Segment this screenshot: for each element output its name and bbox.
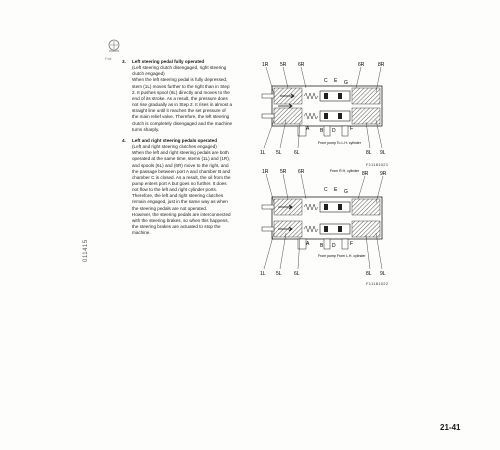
diagram-shape xyxy=(352,88,380,104)
label-8r: 8R xyxy=(362,171,369,177)
body-line: operated at the same time, stems (1L) and (1R), xyxy=(132,156,231,162)
diagram-shape xyxy=(352,108,380,124)
diagram-shape xyxy=(110,41,118,49)
body-line: 2. It pushes spool (6L) directly and moves to the xyxy=(132,89,230,95)
label-g: G xyxy=(344,80,348,86)
label-5r: 5R xyxy=(280,62,287,68)
text-column xyxy=(122,59,256,241)
diagram-shape xyxy=(338,113,342,119)
diagram-shape xyxy=(274,108,302,124)
body-line: machine. xyxy=(132,230,151,236)
figure-code: F11181022 xyxy=(366,281,389,286)
logo-label: Fail xyxy=(105,56,112,61)
label-6l: 6L xyxy=(294,150,300,156)
label-1r: 1R xyxy=(262,169,269,175)
section-number: 3. xyxy=(122,59,126,64)
body-line: When the left steering pedal is fully depressed, xyxy=(132,77,228,83)
label-e: E xyxy=(334,78,338,84)
section-3 xyxy=(122,59,256,133)
label-g: G xyxy=(344,189,348,195)
diagram-shape xyxy=(342,239,348,249)
label-8r: 8R xyxy=(378,62,385,68)
label-6r: 6R xyxy=(298,169,305,175)
diagram-annotation: From pump From L.H. cylinder xyxy=(318,254,366,258)
port-f: F xyxy=(350,241,354,247)
diagram-shape xyxy=(338,204,342,210)
diagram-shape xyxy=(278,104,292,108)
body-line: end of its stroke. As a result, the pressure does xyxy=(132,95,228,101)
port-f: F xyxy=(350,126,354,132)
label-c: C xyxy=(324,187,328,193)
company-logo-icon xyxy=(106,38,122,56)
label-9l: 9L xyxy=(380,271,386,277)
label-1r: 1R xyxy=(262,62,269,68)
diagram-annotation-top: From R.H. cylinder xyxy=(330,169,360,173)
body-line: turns sharply. xyxy=(132,126,160,132)
diagram-shape xyxy=(304,226,318,232)
body-line: the steering pedals are not operated. xyxy=(132,205,208,211)
page-number: 21-41 xyxy=(440,423,461,432)
section-4 xyxy=(122,137,256,237)
label-8l: 8L xyxy=(366,150,372,156)
label-5r: 5R xyxy=(280,169,287,175)
diagram-shape xyxy=(324,204,328,210)
label-1l: 1L xyxy=(260,271,266,277)
diagram-shape xyxy=(262,114,274,118)
diagram-shape xyxy=(352,199,380,215)
port-b: B xyxy=(320,128,324,134)
valve-diagram-2 xyxy=(258,165,392,286)
body-line: clutch engaged) xyxy=(132,71,165,77)
label-e: E xyxy=(334,187,338,193)
body-line: When the left and right steering pedals are both xyxy=(132,150,229,156)
diagram-shape xyxy=(342,126,348,136)
diagram-shape xyxy=(324,226,328,232)
port-b: B xyxy=(320,243,324,249)
label-6r: 6R xyxy=(298,62,305,68)
body-line: the main relief valve. Therefore, the left steering xyxy=(132,114,230,120)
port-d: D xyxy=(332,128,336,134)
diagram-shape xyxy=(338,226,342,232)
body-line: the passage between port A and chamber B and xyxy=(132,168,231,174)
body-line: (Left and right steering clutches engaged) xyxy=(132,144,217,150)
section-number: 4. xyxy=(122,137,126,143)
label-8l: 8L xyxy=(366,271,372,277)
body-line: However, the steering pedals are interconnected xyxy=(132,211,231,217)
label-5l: 5L xyxy=(276,271,282,277)
diagram-shape xyxy=(324,239,330,249)
diagram-shape xyxy=(304,93,318,99)
body-line: stem (1L) moves further to the right than in Step xyxy=(132,83,230,89)
diagram-shape xyxy=(352,221,380,237)
valve-cross-section-1 xyxy=(258,58,392,158)
label-6l: 6L xyxy=(294,271,300,277)
diagram-shape xyxy=(324,93,328,99)
body-line: with the steering brakes, so when this happens, xyxy=(132,217,229,223)
label-1l: 1L xyxy=(260,150,266,156)
body-line: not rise gradually as in Step 2. It rises in almost a xyxy=(132,102,233,108)
body-line: pump enters port A but goes no further. It does xyxy=(132,180,227,186)
diagram-shape xyxy=(262,227,274,231)
diagram-shape xyxy=(262,94,274,98)
valve-cross-section-2 xyxy=(258,165,392,277)
diagram-shape xyxy=(324,126,330,136)
diagram-shape xyxy=(304,113,318,119)
label-9l: 9L xyxy=(380,150,386,156)
body-line: Therefore, the left and right steering clutches xyxy=(132,193,224,199)
diagram-shape xyxy=(264,233,382,269)
diagram-annotation: From pump To L.H. cylinder xyxy=(318,141,361,145)
body-line: not flow to the left and right cylinder ports. xyxy=(132,187,218,193)
port-a: A xyxy=(306,241,310,247)
figure-code: F11181021 xyxy=(366,162,389,167)
body-line: remain engaged, just in the same way as when xyxy=(132,199,228,205)
body-line: clutch is completely disengaged and the machine xyxy=(132,120,233,126)
section-title: Left steering pedal fully operated xyxy=(132,59,205,64)
port-d: D xyxy=(332,243,336,249)
body-line: the steering brakes are actuated to stop the xyxy=(132,224,221,230)
section-title: Left and right steering pedals operated xyxy=(132,137,217,143)
diagram-shape xyxy=(262,205,274,209)
body-line: straight line until it reaches the set pressure of xyxy=(132,108,226,114)
label-6r-b: 6R xyxy=(358,62,365,68)
label-9r: 9R xyxy=(380,171,387,177)
diagram-shape xyxy=(338,93,342,99)
port-a: A xyxy=(306,126,310,132)
diagram-shape xyxy=(304,204,318,210)
body-line: and spools (6L) and (6R) move to the right, and xyxy=(132,162,229,168)
body-line: chamber C is closed. As a result, the oil from the xyxy=(132,174,231,180)
valve-diagram-1 xyxy=(258,58,392,167)
diagram-shape xyxy=(324,113,328,119)
label-c: C xyxy=(324,78,328,84)
body-line: (Left steering clutch disengaged, right steering xyxy=(132,65,227,71)
label-5l: 5L xyxy=(276,150,282,156)
side-document-code: 011415 xyxy=(83,239,89,262)
